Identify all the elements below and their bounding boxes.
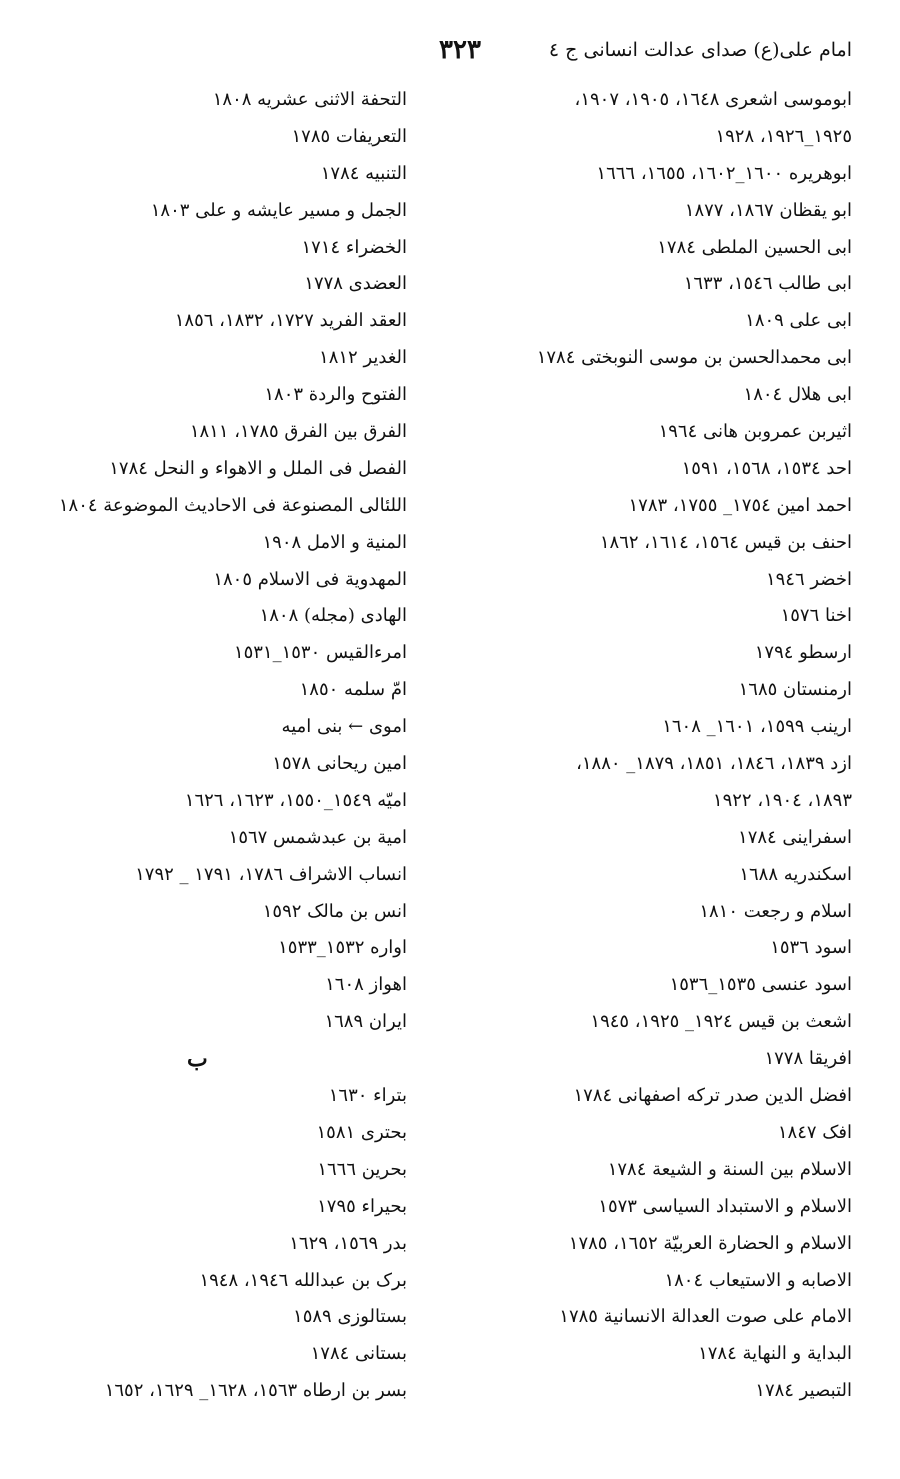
index-entry: اموی ← بنی امیه	[281, 716, 407, 738]
index-entry: الفرق بین الفرق ١٧٨٥، ١٨١١	[189, 421, 407, 443]
section-letter-heading: ب	[187, 1046, 208, 1073]
index-entry: ابی علی ١٨٠٩	[745, 310, 852, 332]
index-entry: اخضر ١٩٤٦	[765, 568, 852, 590]
index-entry: الفتوح والردة ١٨٠٣	[264, 384, 407, 406]
index-entry: الاسلام و الاستبداد السیاسی ١٥٧٣	[598, 1195, 852, 1217]
index-entry: ١٨٩٣، ١٩٠٤، ١٩٢٢	[712, 789, 852, 811]
index-entry: امین ریحانی ١٥٧٨	[272, 753, 407, 775]
index-entry: انساب الاشراف ١٧٨٦، ١٧٩١ _ ١٧٩٢	[135, 863, 407, 885]
index-column-right	[452, 82, 852, 1410]
index-entry: احنف بن قیس ١٥٦٤، ١٦١٤، ١٨٦٢	[599, 531, 852, 553]
index-entry: بحیراء ١٧٩٥	[317, 1195, 407, 1217]
index-entry: اواره ١٥٣٢_١٥٣٣	[278, 937, 407, 959]
index-entry: اللئالی المصنوعة فی الاحادیث الموضوعة ١٨٠٤	[58, 494, 407, 516]
index-entry: العقد الفرید ١٧٢٧، ١٨٣٢، ١٨٥٦	[174, 310, 407, 332]
index-entry: ابی الحسین الملطی ١٧٨٤	[657, 236, 852, 258]
index-entry: افضل الدین صدر ترکه اصفهانی ١٧٨٤	[573, 1085, 852, 1107]
index-entry: افک ١٨٤٧	[777, 1121, 852, 1143]
index-entry: ایران ١٦٨٩	[324, 1011, 407, 1033]
index-entry: الاسلام بین السنة و الشیعة ١٧٨٤	[607, 1158, 852, 1180]
index-entry: ازد ١٨٣٩، ١٨٤٦، ١٨٥١، ١٨٧٩_ ١٨٨٠،	[576, 753, 852, 775]
index-entry: الهادی (مجله) ١٨٠٨	[259, 605, 407, 627]
index-entry: اثیربن عمروبن هانی ١٩٦٤	[658, 421, 852, 443]
index-entry: احد ١٥٣٤، ١٥٦٨، ١٥٩١	[681, 457, 852, 479]
index-entry: اسفراینی ١٧٨٤	[738, 826, 852, 848]
index-entry: برک بن عبدالله ١٩٤٦، ١٩٤٨	[199, 1269, 407, 1291]
index-entry: اسکندریه ١٦٨٨	[739, 863, 852, 885]
index-entry: الغدیر ١٨١٢	[319, 347, 407, 369]
index-entry: الامام علی صوت العدالة الانسانیة ١٧٨٥	[559, 1306, 852, 1328]
index-entry: انس بن مالک ١٥٩٢	[262, 900, 407, 922]
index-entry: امیّه ١٥٤٩_١٥٥٠، ١٦٢٣، ١٦٢٦	[184, 789, 407, 811]
page-number: ٣٢٣	[439, 35, 481, 65]
index-entry: افریقا ١٧٧٨	[764, 1048, 852, 1070]
index-entry: الخضراء ١٧١٤	[301, 236, 407, 258]
index-entry: التعریفات ١٧٨٥	[291, 125, 407, 147]
index-entry: اسلام و رجعت ١٨١٠	[699, 900, 852, 922]
index-entry: اهواز ١٦٠٨	[325, 974, 407, 996]
index-column-left	[47, 82, 407, 1410]
index-entry: بحرین ١٦٦٦	[317, 1158, 407, 1180]
index-entry: ابو یقظان ١٨٦٧، ١٨٧٧	[684, 199, 852, 221]
index-entry: اسود ١٥٣٦	[770, 937, 852, 959]
index-entry: ارسطو ١٧٩٤	[754, 642, 852, 664]
index-entry: امیة بن عبدشمس ١٥٦٧	[228, 826, 407, 848]
index-entry: بستالوزی ١٥٨٩	[293, 1306, 407, 1328]
index-entry: امّ سلمه ١٨٥٠	[299, 679, 407, 701]
book-title-header: امام علی(ع) صدای عدالت انسانی ج ٤	[548, 39, 852, 61]
index-entry: المهدویة فی الاسلام ١٨٠٥	[213, 568, 407, 590]
index-entry: بحتری ١٥٨١	[316, 1121, 407, 1143]
index-entry: ابوموسی اشعری ١٦٤٨، ١٩٠٥، ١٩٠٧،	[574, 89, 852, 110]
index-entry: الاسلام و الحضارة العربیّة ١٦٥٢، ١٧٨٥	[568, 1232, 852, 1254]
index-entry: امرءالقیس ١٥٣٠_١٥٣١	[233, 642, 407, 664]
index-entry: ابی محمدالحسن بن موسی النوبختی ١٧٨٤	[536, 347, 852, 369]
index-entry: بسر بن ارطاه ١٥٦٣، ١٦٢٨_ ١٦٢٩، ١٦٥٢	[104, 1380, 407, 1402]
index-entry: اسود عنسی ١٥٣٥_١٥٣٦	[669, 974, 852, 996]
index-entry: ارمنستان ١٦٨٥	[738, 679, 852, 701]
index-entry: التبصیر ١٧٨٤	[755, 1380, 852, 1402]
index-entry: الفصل فی الملل و الاهواء و النحل ١٧٨٤	[109, 457, 407, 479]
index-entry: البدایة و النهایة ١٧٨٤	[698, 1343, 852, 1365]
index-entry: بستانی ١٧٨٤	[310, 1343, 407, 1365]
index-entry: بدر ١٥٦٩، ١٦٢٩	[289, 1232, 407, 1254]
index-entry: ١٩٢٥_١٩٢٦، ١٩٢٨	[715, 125, 852, 147]
index-entry: اخنا ١٥٧٦	[780, 605, 852, 627]
index-entry: احمد امین ١٧٥٤_ ١٧٥٥، ١٧٨٣	[628, 494, 852, 516]
index-entry: التنبیه ١٧٨٤	[320, 162, 407, 184]
index-entry: اشعث بن قیس ١٩٢٤_ ١٩٢٥، ١٩٤٥	[590, 1011, 852, 1033]
index-entry: بتراء ١٦٣٠	[328, 1085, 407, 1107]
index-entry: ابی هلال ١٨٠٤	[743, 384, 852, 406]
index-entry: الاصابه و الاستیعاب ١٨٠٤	[664, 1269, 852, 1291]
index-entry: الجمل و مسیر عایشه و علی ١٨٠٣	[150, 199, 407, 221]
index-entry: ارینب ١٥٩٩، ١٦٠١_ ١٦٠٨	[662, 716, 852, 738]
index-entry: التحفة الاثنی عشریه ١٨٠٨	[212, 89, 407, 110]
index-entry: العضدی ١٧٧٨	[304, 273, 407, 295]
index-entry: ابی طالب ١٥٤٦، ١٦٣٣	[683, 273, 852, 295]
index-entry: ابوهریره ١٦٠٠_١٦٠٢، ١٦٥٥، ١٦٦٦	[596, 162, 852, 184]
index-entry: المنیة و الامل ١٩٠٨	[262, 531, 407, 553]
